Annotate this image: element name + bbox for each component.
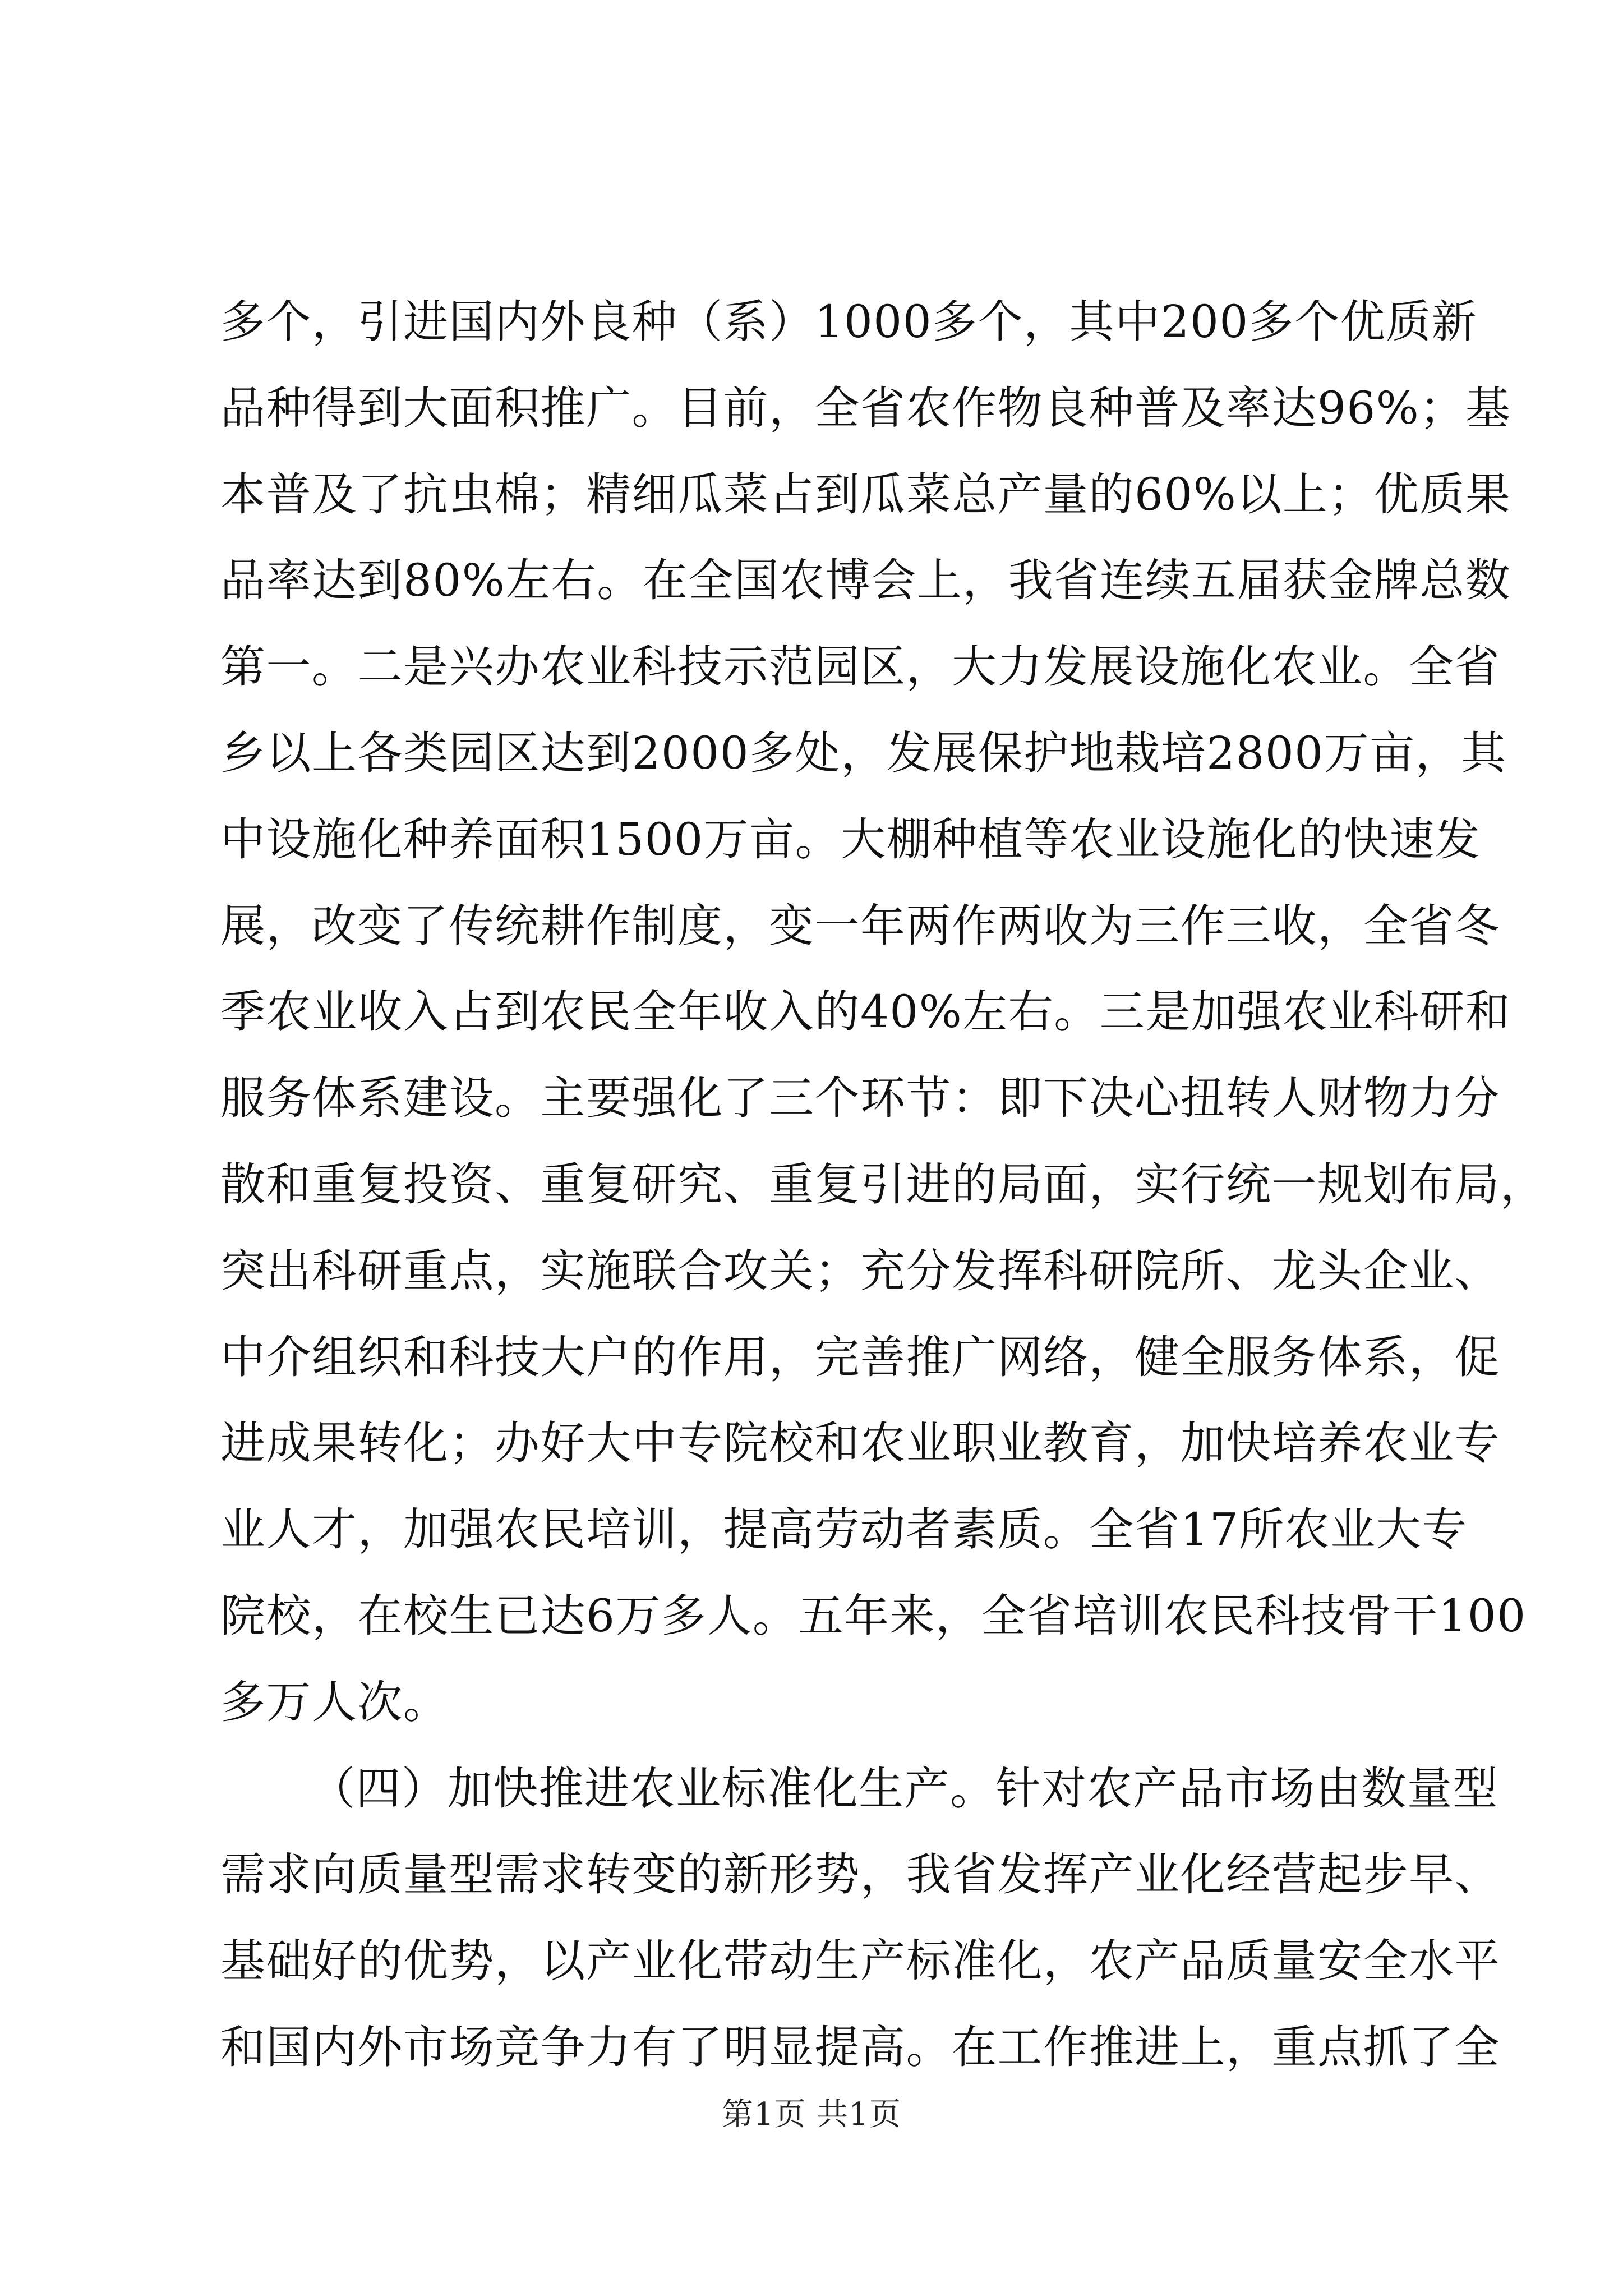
body-text-line: 散和重复投资、重复研究、重复引进的局面，实行统一规划布局， <box>220 1158 1546 1211</box>
paragraph-first-line: （四）加快推进农业标准化生产。针对农产品市场由数量型 <box>310 1763 1498 1815</box>
body-text-line: 季农业收入占到农民全年收入的40%左右。三是加强农业科研和 <box>220 986 1511 1038</box>
body-text-line: 乡以上各类园区达到2000多处，发展保护地栽培2800万亩，其 <box>220 727 1507 779</box>
body-text-line: 院校，在校生已达6万多人。五年来，全省培训农民科技骨干100 <box>220 1590 1527 1642</box>
body-text-line: 品种得到大面积推广。目前，全省农作物良种普及率达96%；基 <box>220 382 1511 434</box>
body-text-line: 进成果转化；办好大中专院校和农业职业教育，加快培养农业专 <box>220 1417 1500 1469</box>
body-text-line: 中设施化种养面积1500万亩。大棚种植等农业设施化的快速发 <box>220 813 1481 866</box>
body-text-line: 服务体系建设。主要强化了三个环节：即下决心扭转人财物力分 <box>220 1072 1500 1124</box>
body-text-line: 和国内外市场竞争力有了明显提高。在工作推进上，重点抓了全 <box>220 2021 1500 2073</box>
body-text-line: 品率达到80%左右。在全国农博会上，我省连续五届获金牌总数 <box>220 554 1511 606</box>
body-text-line: 展，改变了传统耕作制度，变一年两作两收为三作三收，全省冬 <box>220 900 1500 952</box>
body-text-line: 需求向质量型需求转变的新形势，我省发挥产业化经营起步早、 <box>220 1848 1500 1901</box>
body-text-line: 本普及了抗虫棉；精细瓜菜占到瓜菜总产量的60%以上；优质果 <box>220 468 1511 521</box>
page-footer: 第1页 共1页 <box>721 2096 902 2133</box>
body-text-line: 突出科研重点，实施联合攻关；充分发挥科研院所、龙头企业、 <box>220 1245 1500 1297</box>
body-text-line: 多万人次。 <box>220 1676 449 1728</box>
body-text-line: 业人才，加强农民培训，提高劳动者素质。全省17所农业大专 <box>220 1503 1468 1556</box>
body-text-line: 基础好的优势，以产业化带动生产标准化，农产品质量安全水平 <box>220 1935 1500 1987</box>
body-text-line: 多个，引进国内外良种（系）1000多个，其中200多个优质新 <box>220 296 1478 348</box>
body-text-line: 中介组织和科技大户的作用，完善推广网络，健全服务体系，促 <box>220 1331 1500 1383</box>
body-text-line: 第一。二是兴办农业科技示范园区，大力发展设施化农业。全省 <box>220 641 1500 693</box>
